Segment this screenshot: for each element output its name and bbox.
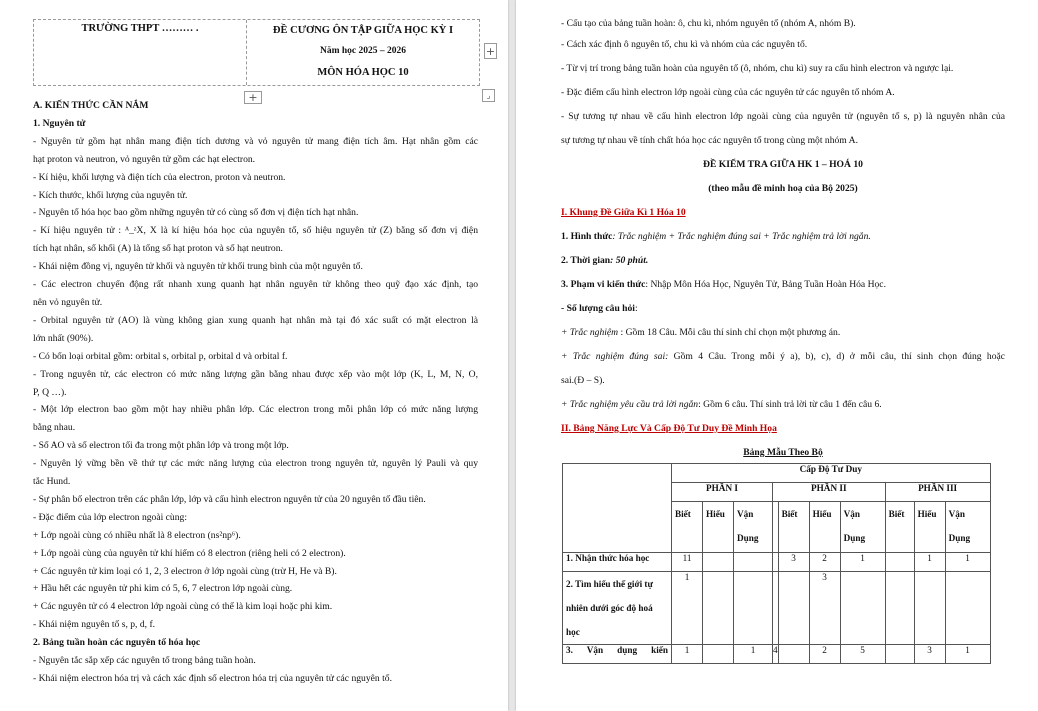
paragraph-line: - Nguyên tố hóa học bao gồm những nguyên tử có cùng số đơn vị điện tích hạt nhân. (33, 207, 359, 219)
table-cell: 4 (773, 645, 779, 664)
form-line (561, 225, 1005, 249)
paragraph-line: - Khái niệm electron hóa trị và cách xác định số electron hóa trị của nguyên tử các nguyên tố. (33, 673, 392, 684)
table-cell: 2 (809, 553, 840, 572)
paragraph-line: - Nguyên tắc sắp xếp các nguyên tố trong bảng tuần hoàn. (33, 655, 256, 667)
row-label-line: học (566, 627, 580, 637)
row-label-line: 2. Tìm hiểu thế giới tự (566, 579, 653, 589)
section-heading: I. Khung Đề Giữa Kì 1 Hóa 10 (561, 207, 686, 218)
table-row (563, 553, 991, 572)
table-cell (734, 572, 773, 645)
paragraph-line: - Đặc điểm của lớp electron ngoài cùng: (33, 511, 187, 523)
table-cell: 3 (809, 572, 840, 645)
level-header: Biết (778, 502, 809, 553)
count-label: - Số lượng câu hỏi (561, 303, 635, 314)
paragraph-line: - Khái niệm nguyên tố s, p, d, f. (33, 619, 156, 631)
level-header: Hiểu (703, 502, 734, 553)
scope-label: 3. Phạm vi kiến thức (561, 279, 646, 290)
sa-line (561, 393, 1005, 417)
school-year: Năm học 2025 – 2026 (319, 46, 407, 56)
table-cell: 1 (672, 645, 703, 664)
row-label: 3. Vận dụng kiến (563, 645, 672, 664)
paragraph-line: - Sự phân bố electron trên các phân lớp, lớp và cấu hình electron nguyên tử của 20 nguyên tố đầu tiên. (33, 493, 426, 505)
paragraph-line: + Lớp ngoài cùng có nhiều nhất là 8 electron (ns²np⁶). (33, 529, 241, 541)
right-page-body (561, 15, 1005, 465)
level-header: Hiểu (809, 502, 840, 553)
table-cell: 1 (945, 553, 990, 572)
paragraph-line: lớn nhất (90%). (33, 332, 94, 344)
time-line (561, 249, 1005, 273)
paragraph-line: - Một lớp electron bao gồm một hay nhiều phân lớp. Các electron trong mỗi phân lớp có mức năng lượng (33, 404, 478, 416)
table-cell: 1 (672, 572, 703, 645)
row-label: 1. Nhận thức hóa học (563, 553, 672, 572)
left-page-body (33, 97, 478, 688)
add-row-button[interactable]: + (244, 91, 262, 104)
level-header: Biết (672, 502, 703, 553)
table-cell: 1 (840, 553, 885, 572)
part-header: PHẦN III (885, 483, 990, 502)
subsection-heading: 2. Bảng tuần hoàn các nguyên tố hóa học (33, 637, 201, 649)
table-cell: 5 (840, 645, 885, 664)
mc-label: + Trắc nghiệm (561, 327, 619, 338)
paragraph-line: tắc Hund. (33, 476, 71, 488)
add-column-button[interactable]: + (485, 45, 496, 58)
document-page-right (516, 0, 1038, 711)
table-cell: 1 (734, 645, 773, 664)
paragraph-line: - Từ vị trí trong bảng tuần hoàn của nguyên tố (ô, nhóm, chu kì) suy ra cấu hình electron và ngược lại. (561, 63, 954, 74)
table-row (563, 572, 991, 645)
paragraph-line: + Các nguyên tử có 4 electron lớp ngoài cùng có thể là kim loại hoặc phi kim. (33, 601, 333, 613)
paragraph-line: - Kích thước, khối lượng của nguyên tử. (33, 189, 188, 201)
level-word: Vận (843, 509, 860, 519)
paragraph-line: P, Q …). (33, 386, 67, 398)
paragraph-line: hạt proton và neutron, vỏ nguyên tử gồm các hạt electron. (33, 153, 256, 165)
table-cell: 11 (672, 553, 703, 572)
level-header (840, 502, 885, 553)
sa-value: : Gồm 6 câu. Thí sinh trả lời từ câu 1 đến câu 6. (698, 399, 882, 410)
table-corner-cell (563, 464, 672, 553)
paragraph-line: - Nguyên tử gồm hạt nhân mang điện tích dương và vỏ nguyên tử mang điện tích âm. Hạt nhân gồm các (33, 135, 478, 147)
table-cell (840, 572, 885, 645)
table-caption: Bảng Mẫu Theo Bộ (743, 447, 823, 458)
paragraph-line: + Các nguyên tử kim loại có 1, 2, 3 electron ở lớp ngoài cùng (trừ H, He và B). (33, 565, 337, 577)
paragraph-line: - Khái niệm đồng vị, nguyên tử khối và nguyên tử khối trung bình của một nguyên tố. (33, 261, 363, 273)
mc-line (561, 321, 1005, 345)
paragraph-line: - Có bốn loại orbital gồm: orbital s, orbital p, orbital d và orbital f. (33, 350, 288, 362)
table-cell: 2 (809, 645, 840, 664)
table-row (563, 464, 991, 483)
tf-value: Gồm 4 Câu. Trong mỗi ý a), b), c), d) ở mỗi câu, thí sinh chọn đúng hoặc (668, 351, 1006, 362)
scope-value: : Nhập Môn Hóa Học, Nguyên Tử, Bảng Tuần Hoàn Hóa Học. (645, 279, 886, 290)
paragraph-line: tích hạt nhân, số khối (A) là tổng số hạt proton và số hạt neutron. (33, 243, 283, 255)
paragraph-line: - Trong nguyên tử, các electron có mức năng lượng gần bằng nhau được xếp vào một lớp (K, L, M, N, O, (33, 368, 478, 380)
level-header (734, 502, 773, 553)
paragraph-line: - Sự tương tự nhau về cấu hình electron lớp ngoài cùng của nguyên tử (nguyên tố s, p) là nguyên nhân của (561, 111, 1005, 122)
row-label (563, 572, 672, 645)
level-word: Dụng (948, 533, 971, 543)
level-word: Vận (737, 509, 754, 519)
paragraph-line: - Cấu tạo của bảng tuần hoàn: ô, chu kì, nhóm nguyên tố (nhóm A, nhóm B). (561, 18, 856, 29)
paragraph-line: - Kí hiệu nguyên tử : ᴬ_ᶻX, X là kí hiệu hóa học của nguyên tố, số hiệu nguyên tử (Z) bằng số đơn vị điện (33, 225, 478, 237)
sa-label: + Trắc nghiệm yêu cầu trả lời ngắn (561, 399, 699, 410)
table-cell (914, 572, 945, 645)
level-word: Vận (948, 509, 965, 519)
mc-value: : Gồm 18 Câu. Mỗi câu thí sinh chỉ chọn một phương án. (618, 327, 841, 338)
level-word: Dụng (843, 533, 866, 543)
scope-line (561, 273, 1005, 297)
table-top-header: Cấp Độ Tư Duy (672, 464, 991, 483)
table-cell (885, 645, 914, 664)
table-cell (885, 553, 914, 572)
table-cell (778, 572, 809, 645)
table-cell (703, 553, 734, 572)
table-cell (945, 572, 990, 645)
exam-title: ĐỀ KIỂM TRA GIỮA HK 1 – HOÁ 10 (703, 159, 863, 170)
time-label: 2. Thời gian (561, 255, 611, 266)
school-name: TRƯỜNG THPT ……… . (34, 20, 247, 85)
paragraph-line: - Các electron chuyển động rất nhanh xung quanh hạt nhân nguyên tử không theo quỹ đạo xác định, tạo (33, 279, 478, 291)
header-table (33, 19, 480, 86)
level-header: Hiểu (914, 502, 945, 553)
exam-subtitle: (theo mẫu đề minh hoạ của Bộ 2025) (708, 183, 858, 194)
paragraph-line: - Cách xác định ô nguyên tố, chu kì và nhóm của các nguyên tố. (561, 39, 808, 50)
tf-line (561, 345, 1005, 369)
time-value: : 50 phút. (610, 255, 649, 266)
paragraph-line: - Đặc điểm cấu hình electron lớp ngoài cùng của các nguyên tử các nguyên tố nhóm A. (561, 87, 895, 98)
competency-table (562, 463, 991, 664)
subsection-heading: 1. Nguyên tử (33, 117, 86, 129)
paragraph-line: + Lớp ngoài cùng của nguyên tử khí hiếm có 8 electron (riêng heli có 2 electron). (33, 547, 346, 559)
count-value: : (634, 303, 638, 314)
table-cell (734, 553, 773, 572)
table-cell: 1 (914, 553, 945, 572)
paragraph-line: + Hầu hết các nguyên tử phi kim có 5, 6, 7 electron lớp ngoài cùng. (33, 583, 293, 595)
form-value: : Trắc nghiệm + Trắc nghiệm đúng sai + Trắc nghiệm trả lời ngắn. (612, 231, 871, 242)
paragraph-line: bằng nhau. (33, 422, 76, 434)
table-cell (778, 645, 809, 664)
doc-title: ĐỀ CƯƠNG ÔN TẬP GIỮA HỌC KỲ I (272, 25, 454, 36)
paragraph-line: - Kí hiệu, khối lượng và điện tích của electron, proton và neutron. (33, 171, 286, 183)
paragraph-line: - Nguyên lý vững bền về thứ tự các mức năng lượng của electron trong nguyên tử, nguyên lý Pauli và quy (33, 458, 478, 470)
section-heading: II. Bảng Năng Lực Và Cấp Độ Tư Duy Đề Minh Họa (561, 423, 777, 434)
paragraph-line: sai.(Đ – S). (561, 375, 605, 386)
level-word: Dụng (737, 533, 759, 543)
paragraph-line: - Orbital nguyên tử (AO) là vùng không gian xung quanh hạt nhân mà tại đó xác suất có mặt electron là (33, 314, 478, 326)
row-label-line: nhiên dưới góc độ hoá (566, 603, 653, 613)
count-line (561, 297, 1005, 321)
level-header (945, 502, 990, 553)
document-page-left (0, 0, 508, 711)
table-cell (885, 572, 914, 645)
table-cell: 3 (778, 553, 809, 572)
part-header: PHẦN II (773, 483, 886, 502)
tf-label: + Trắc nghiệm đúng sai: (561, 351, 669, 362)
part-header: PHẦN I (672, 483, 773, 502)
table-cell: 3 (914, 645, 945, 664)
table-cell: 1 (945, 645, 990, 664)
header-title-cell (247, 20, 479, 85)
paragraph-line: nên vỏ nguyên tử. (33, 296, 103, 308)
level-header: Biết (885, 502, 914, 553)
table-row (563, 645, 991, 664)
table-resize-handle[interactable]: ⌟ (482, 89, 495, 102)
paragraph-line: sự tương tự nhau về tính chất hóa học các nguyên tố trong cùng một nhóm A. (561, 135, 858, 146)
subject-title: MÔN HÓA HỌC 10 (317, 67, 409, 78)
section-heading: A. KIẾN THỨC CẦN NẮM (33, 100, 149, 111)
table-cell (703, 572, 734, 645)
form-label: 1. Hình thức (561, 231, 613, 242)
paragraph-line: - Số AO và số electron tối đa trong một phân lớp và trong một lớp. (33, 440, 289, 452)
table-cell (703, 645, 734, 664)
